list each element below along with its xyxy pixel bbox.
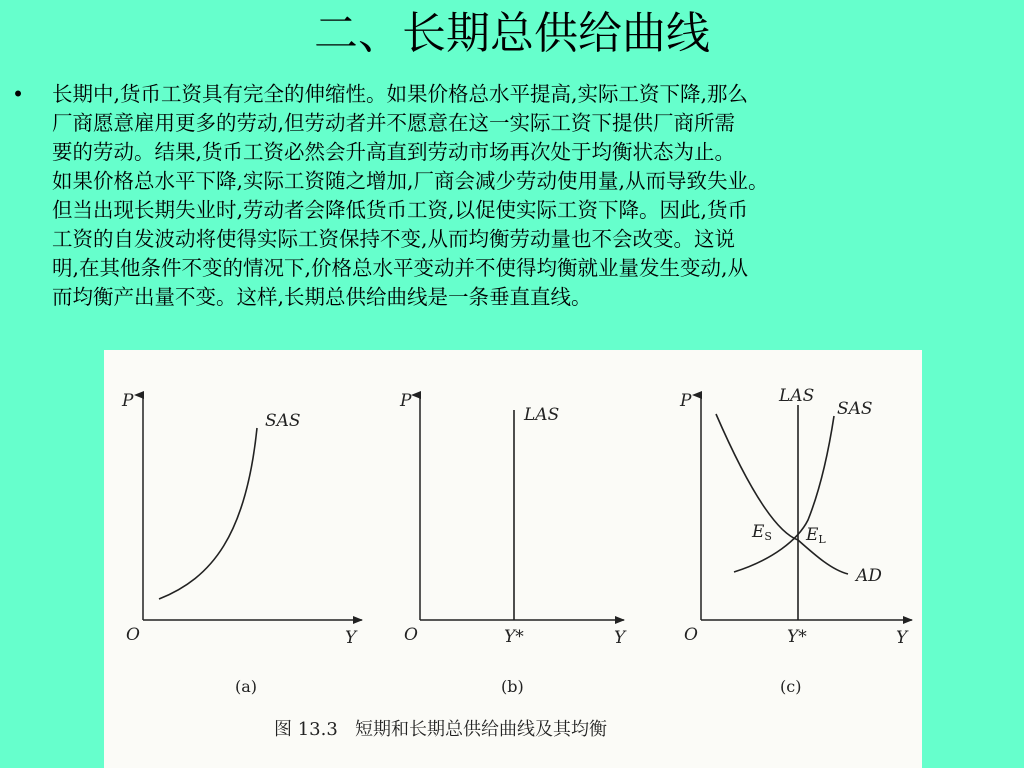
- panel-c: [679, 386, 912, 696]
- text-line: 要的劳动。结果,货币工资必然会升高直到劳动市场再次处于均衡状态为止。: [52, 140, 736, 164]
- sas-label: SAS: [265, 411, 301, 431]
- text-line: 但当出现长期失业时,劳动者会降低货币工资,以促使实际工资下降。因此,货币: [52, 198, 749, 222]
- el-subscript: L: [818, 533, 826, 546]
- text-line: 工资的自发波动将使得实际工资保持不变,从而均衡劳动量也不会改变。这说: [52, 227, 736, 251]
- bullet-marker: •: [12, 82, 25, 106]
- slide-title: 二、长期总供给曲线: [314, 8, 710, 59]
- sas-curve: [734, 416, 834, 572]
- sas-curve: [159, 428, 257, 599]
- origin-label: O: [126, 625, 140, 645]
- panel-a: [121, 391, 362, 696]
- origin-label: O: [404, 625, 418, 645]
- x-axis-label: Y: [614, 628, 626, 648]
- panel-label: (a): [235, 677, 258, 696]
- las-label: LAS: [524, 405, 560, 425]
- las-label: LAS: [779, 386, 815, 406]
- es-letter: E: [752, 522, 765, 542]
- y-axis-label: P: [400, 391, 412, 411]
- panel-label: (c): [780, 677, 802, 696]
- es-subscript: S: [764, 530, 772, 543]
- figure-svg: [104, 350, 922, 768]
- origin-label: O: [684, 625, 698, 645]
- sas-label: SAS: [837, 399, 873, 419]
- x-tick-label: Y*: [787, 627, 807, 647]
- x-axis-label: Y: [896, 628, 908, 648]
- text-line: 长期中,货币工资具有完全的伸缩性。如果价格总水平提高,实际工资下降,那么: [52, 82, 749, 106]
- el-letter: E: [806, 525, 819, 545]
- x-axis-label: Y: [345, 628, 357, 648]
- text-line: 厂商愿意雇用更多的劳动,但劳动者并不愿意在这一实际工资下提供厂商所需: [52, 111, 736, 135]
- el-label: [805, 525, 826, 546]
- text-line: 明,在其他条件不变的情况下,价格总水平变动并不使得均衡就业量发生变动,从: [52, 256, 749, 280]
- es-label: [751, 522, 772, 543]
- figure-13-3: [104, 350, 922, 768]
- bullet-text: [52, 80, 1020, 312]
- bullet-paragraph: [10, 80, 1020, 312]
- panel-label: (b): [501, 677, 524, 696]
- text-line: 而均衡产出量不变。这样,长期总供给曲线是一条垂直直线。: [52, 285, 592, 309]
- text-line: 如果价格总水平下降,实际工资随之增加,厂商会减少劳动使用量,从而导致失业。: [52, 169, 769, 193]
- ad-curve: [716, 414, 848, 574]
- ad-label: AD: [856, 566, 882, 586]
- figure-caption: 图 13.3 短期和长期总供给曲线及其均衡: [274, 719, 607, 740]
- panel-b: [399, 391, 627, 696]
- x-tick-label: Y*: [504, 627, 524, 647]
- y-axis-label: P: [680, 391, 692, 411]
- y-axis-label: P: [122, 391, 134, 411]
